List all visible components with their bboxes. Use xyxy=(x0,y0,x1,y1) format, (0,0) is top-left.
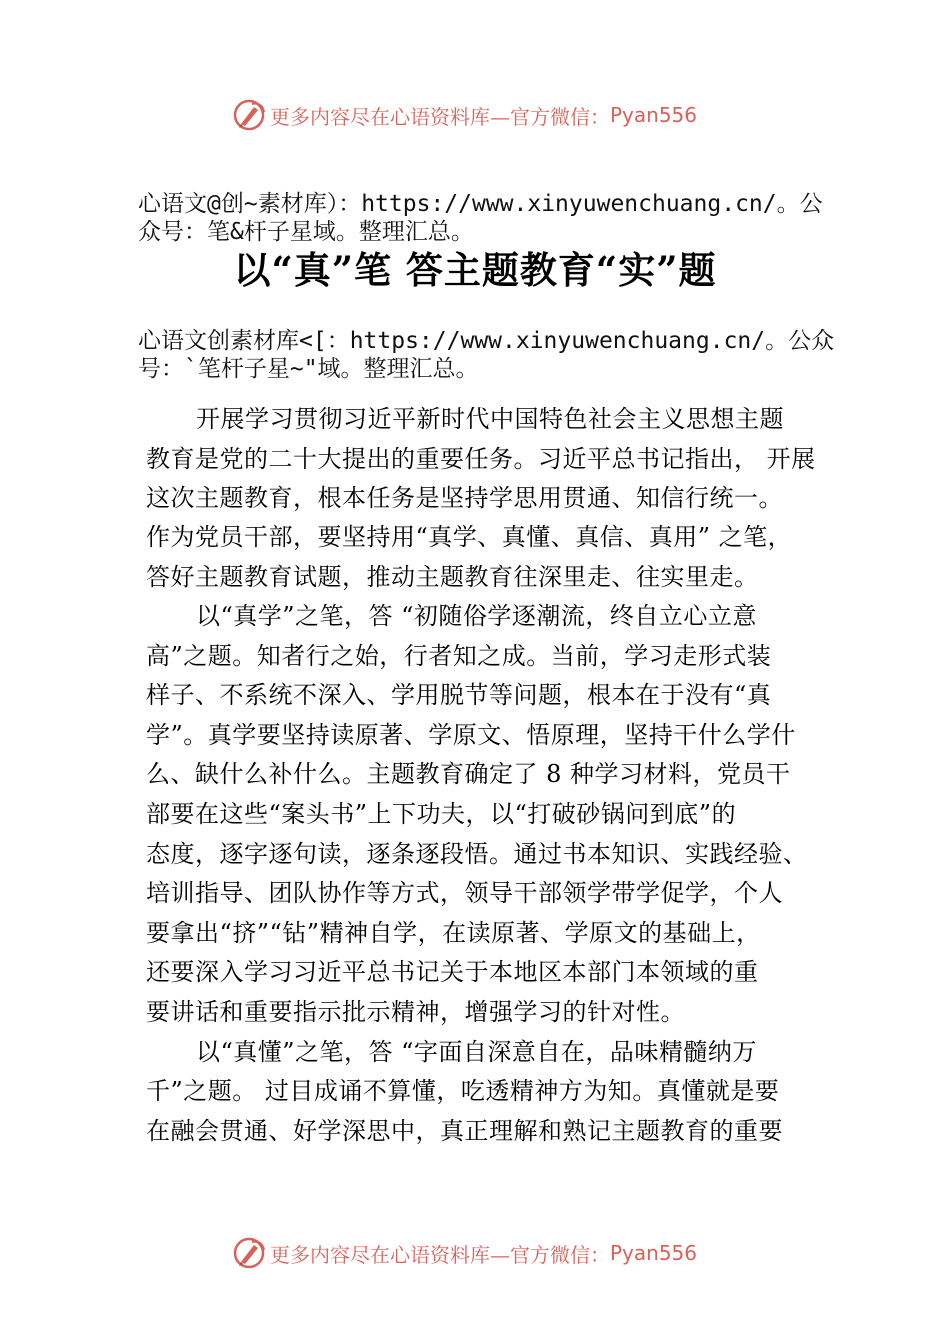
pen-logo-icon xyxy=(232,98,268,132)
body-line: 在融会贯通、好学深思中，真正理解和熟记主题教育的重要 xyxy=(146,1117,783,1145)
body-line: 教育是党的二十大提出的重要任务。习近平总书记指出， 开展 xyxy=(146,445,816,473)
body-line: 以“真懂”之笔，答 “字面自深意自在，品味精髓纳万 xyxy=(196,1038,757,1066)
body-line: 样子、不系统不深入、学用脱节等问题，根本在于没有“真 xyxy=(146,681,772,709)
banner-wechat-id: Pyan556 xyxy=(610,103,698,127)
body-line: 这次主题教育，根本任务是坚持学思用贯通、知信行统一。 xyxy=(146,484,783,512)
header-banner xyxy=(232,98,697,132)
body-line: 部要在这些“案头书”上下功夫，以“打破砂锅问到底”的 xyxy=(146,800,737,828)
banner-text: 更多内容尽在心语资料库—官方微信： xyxy=(270,104,610,129)
body-line: 作为党员干部，要坚持用“真学、真懂、真信、真用” 之笔， xyxy=(146,523,793,551)
body-line: 高”之题。知者行之始，行者知之成。当前，学习走形式装 xyxy=(146,642,772,670)
body-line: 要讲话和重要指示批示精神，增强学习的针对性。 xyxy=(146,998,685,1026)
banner-text: 更多内容尽在心语资料库—官方微信： xyxy=(270,1242,610,1267)
body-line: 学”。真学要坚持读原著、学原文、悟原理，坚持干什么学什 xyxy=(146,721,796,749)
source-note-line: 号：`笔杆子星~"域。整理汇总。 xyxy=(138,356,479,382)
body-line: 开展学习贯彻习近平新时代中国特色社会主义思想主题 xyxy=(196,405,784,433)
body-line: 么、缺什么补什么。主题教育确定了 8 种学习材料，党员干 xyxy=(146,760,791,788)
body-line: 培训指导、团队协作等方式，领导干部领学带学促学，个人 xyxy=(146,879,783,907)
body-line: 态度，逐字逐句读，逐条逐段悟。通过书本知识、实践经验、 xyxy=(146,840,808,868)
body-line: 要拿出“挤”“钻”精神自学，在读原著、学原文的基础上， xyxy=(146,919,761,947)
body-line: 千”之题。 过目成诵不算懂，吃透精神方为知。真懂就是要 xyxy=(146,1077,780,1105)
source-note-line: 心语文@创~素材库）：https://www.xinyuwenchuang.cn/。公 xyxy=(138,191,823,217)
footer-banner xyxy=(232,1236,697,1270)
body-line: 答好主题教育试题，推动主题教育往深里走、往实里走。 xyxy=(146,563,759,591)
banner-wechat-id: Pyan556 xyxy=(610,1241,698,1265)
page-title: 以“真”笔 答主题教育“实”题 xyxy=(233,248,717,292)
source-note-line: 众号：笔&杆子星域。整理汇总。 xyxy=(138,219,474,245)
body-line: 还要深入学习习近平总书记关于本地区本部门本领域的重 xyxy=(146,958,759,986)
body-line: 以“真学”之笔，答 “初随俗学逐潮流，终自立心立意 xyxy=(196,602,757,630)
pen-logo-icon xyxy=(232,1236,268,1270)
source-note-line: 心语文创素材库<[：https://www.xinyuwenchuang.cn/。公众 xyxy=(138,328,835,354)
